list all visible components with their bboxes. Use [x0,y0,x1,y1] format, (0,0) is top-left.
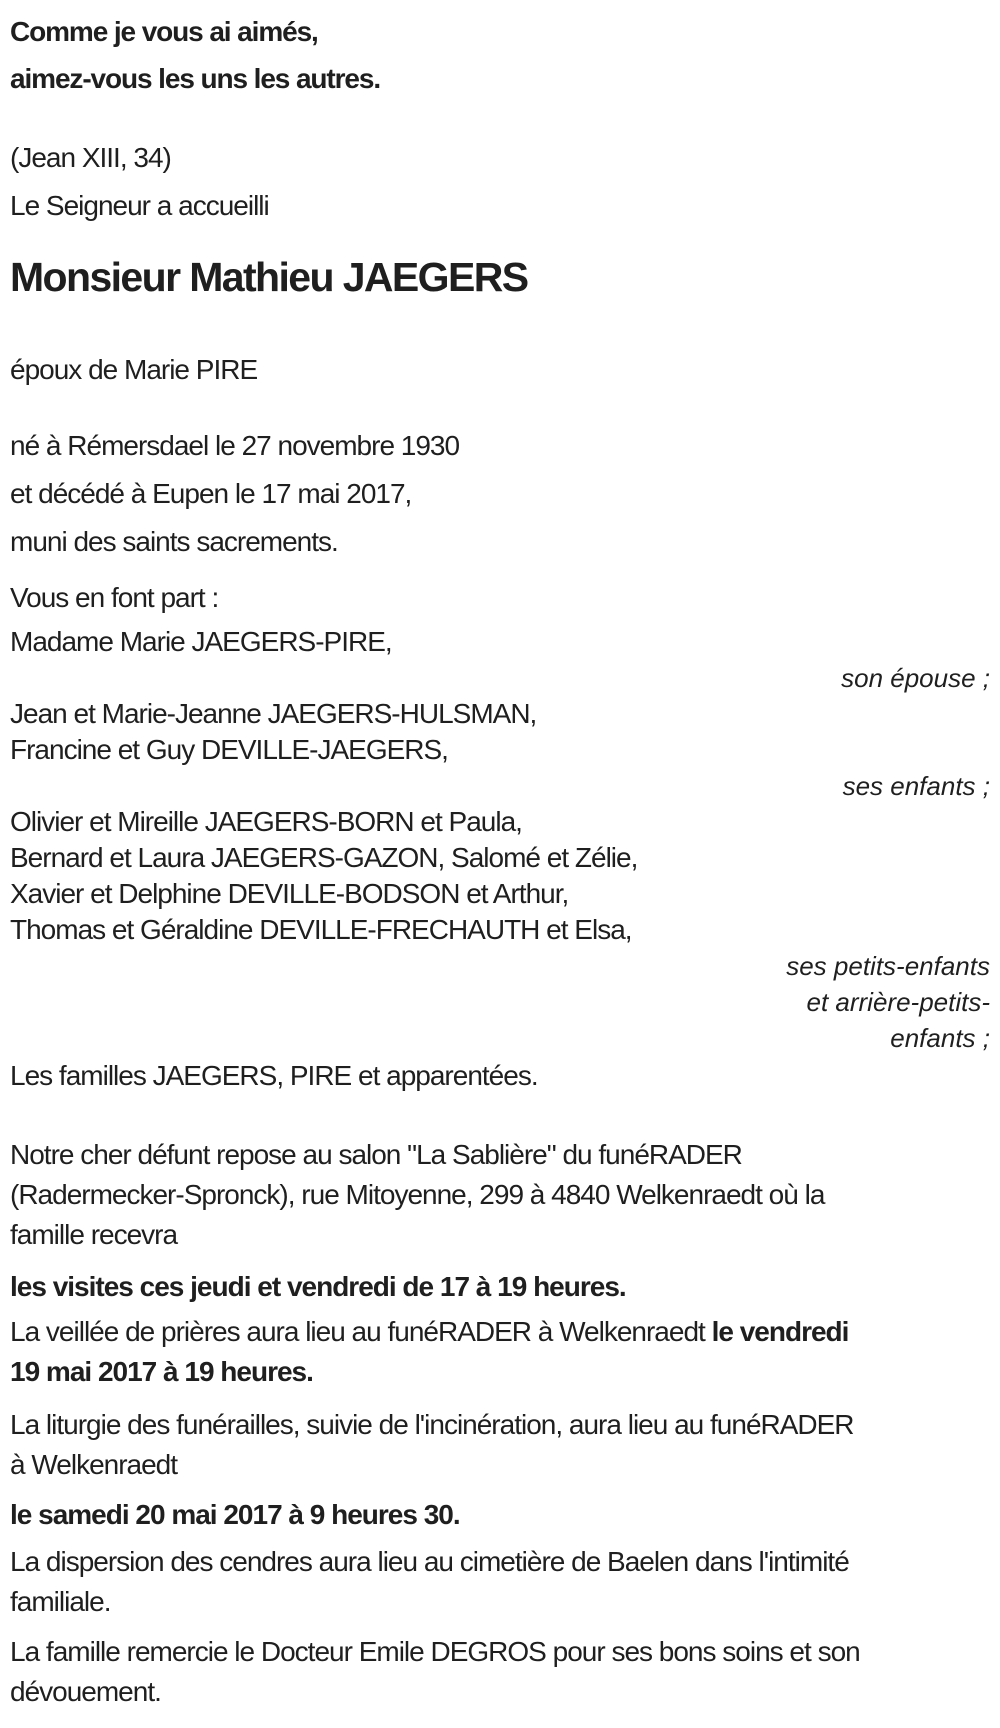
family-grandchildren-names-4: Thomas et Géraldine DEVILLE-FRECHAUTH et Elsa, [10,914,632,945]
family-grandchildren-names-3: Xavier et Delphine DEVILLE-BODSON et Arthur, [10,878,569,909]
repose-line-3: famille recevra [10,1219,178,1250]
family-children-relation: ses enfants ; [842,771,990,801]
death-line: et décédé à Eupen le 17 mai 2017, [10,478,412,509]
visits-line: les visites ces jeudi et vendredi de 17 à 19 heures. [10,1271,626,1302]
family-grandchildren-relation-line-3: enfants ; [890,1023,990,1053]
thanks-line-2: dévouement. [10,1676,161,1707]
repose-line-1: Notre cher défunt repose au salon "La Sablière" du funéRADER [10,1139,742,1170]
vigil-line-1-bold: le vendredi [711,1316,849,1347]
dispersion-paragraph [10,1542,990,1622]
vigil-line-1-regular: La veillée de prières aura lieu au funéRADER à Welkenraedt [10,1316,712,1347]
liturgy-line-2: à Welkenraedt [10,1449,178,1480]
liturgy-paragraph [10,1405,990,1485]
vigil-line-1 [10,1312,990,1352]
family-spouse-relation: son épouse ; [841,663,990,693]
repose-line-2: (Radermecker-Spronck), rue Mitoyenne, 299 à 4840 Welkenraedt où la [10,1179,825,1210]
family-grandchildren-relation-line-1: ses petits-enfants [786,951,990,981]
family-children-names-1: Jean et Marie-Jeanne JAEGERS-HULSMAN, [10,698,537,729]
scripture-quote-line-2: aimez-vous les uns les autres. [10,63,381,94]
family-spouse-names: Madame Marie JAEGERS-PIRE, [10,626,392,657]
dispersion-line-2: familiale. [10,1586,111,1617]
family-grandchildren-names-2: Bernard et Laura JAEGERS-GAZON, Salomé et Zélie, [10,842,638,873]
dispersion-line-1: La dispersion des cendres aura lieu au cimetière de Baelen dans l'intimité [10,1546,849,1577]
liturgy-line-1: La liturgie des funérailles, suivie de l'incinération, aura lieu au funéRADER [10,1409,854,1440]
family-grandchildren-names-1: Olivier et Mireille JAEGERS-BORN et Paula, [10,806,522,837]
family-list [10,624,990,1056]
thanks-paragraph [10,1632,990,1712]
families-line: Les familles JAEGERS, PIRE et apparentées. [10,1060,538,1091]
spouse-line: époux de Marie PIRE [10,354,258,385]
deceased-name: Monsieur Mathieu JAEGERS [10,254,528,300]
thanks-line-1: La famille remercie le Docteur Emile DEGROS pour ses bons soins et son [10,1636,860,1667]
scripture-quote-line-1: Comme je vous ai aimés, [10,16,318,47]
family-grandchildren-relation-line-2: et arrière-petits- [806,987,990,1017]
repose-paragraph [10,1135,990,1255]
vigil-paragraph [10,1312,990,1392]
announcement-line: Vous en font part : [10,582,219,613]
sacraments-line: muni des saints sacrements. [10,526,338,557]
funeral-date-line: le samedi 20 mai 2017 à 9 heures 30. [10,1499,460,1530]
intro-line: Le Seigneur a accueilli [10,190,269,221]
vigil-line-2: 19 mai 2017 à 19 heures. [10,1356,313,1387]
scripture-reference: (Jean XIII, 34) [10,142,171,173]
family-children-names-2: Francine et Guy DEVILLE-JAEGERS, [10,734,448,765]
birth-line: né à Rémersdael le 27 novembre 1930 [10,430,460,461]
